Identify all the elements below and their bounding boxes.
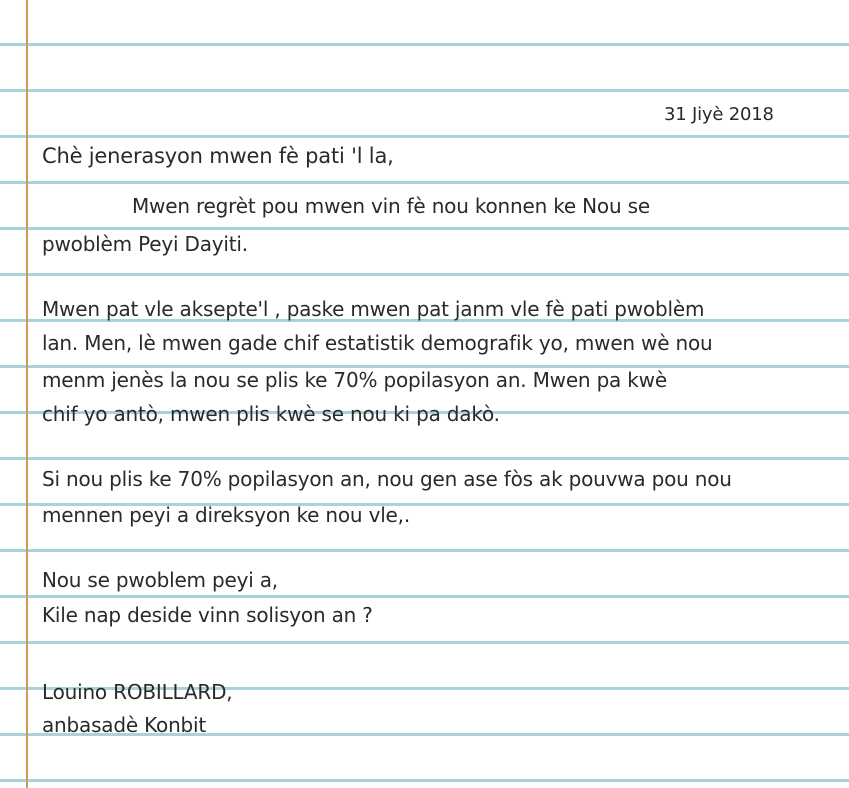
paragraph-1-line-1: Mwen regrèt pou mwen vin fè nou konnen ke Nou se bbox=[132, 194, 650, 218]
paragraph-2-line-1: Mwen pat vle aksepte'l , paske mwen pat janm vle fè pati pwoblèm bbox=[42, 297, 705, 321]
paragraph-4-line-2: Kile nap deside vinn solisyon an ? bbox=[42, 603, 373, 627]
signature-name: Louino ROBILLARD, bbox=[42, 680, 233, 704]
paragraph-3-line-1: Si nou plis ke 70% popilasyon an, nou gen ase fòs ak pouvwa pou nou bbox=[42, 467, 732, 491]
letter-date: 31 Jiyè 2018 bbox=[664, 104, 774, 125]
paragraph-3-line-2: mennen peyi a direksyon ke nou vle,. bbox=[42, 503, 410, 527]
paragraph-2-line-4: chif yo antò, mwen plis kwè se nou ki pa dakò. bbox=[42, 402, 500, 426]
paragraph-2-line-3: menm jenès la nou se plis ke 70% popilasyon an. Mwen pa kwè bbox=[42, 368, 667, 392]
margin-line bbox=[26, 0, 28, 788]
signature-title: anbasadè Konbit bbox=[42, 713, 207, 737]
salutation: Chè jenerasyon mwen fè pati 'l la, bbox=[42, 144, 394, 168]
paragraph-2-line-2: lan. Men, lè mwen gade chif estatistik demografik yo, mwen wè nou bbox=[42, 331, 713, 355]
paragraph-4-line-1: Nou se pwoblem peyi a, bbox=[42, 568, 278, 592]
paragraph-1-line-2: pwoblèm Peyi Dayiti. bbox=[42, 232, 248, 256]
